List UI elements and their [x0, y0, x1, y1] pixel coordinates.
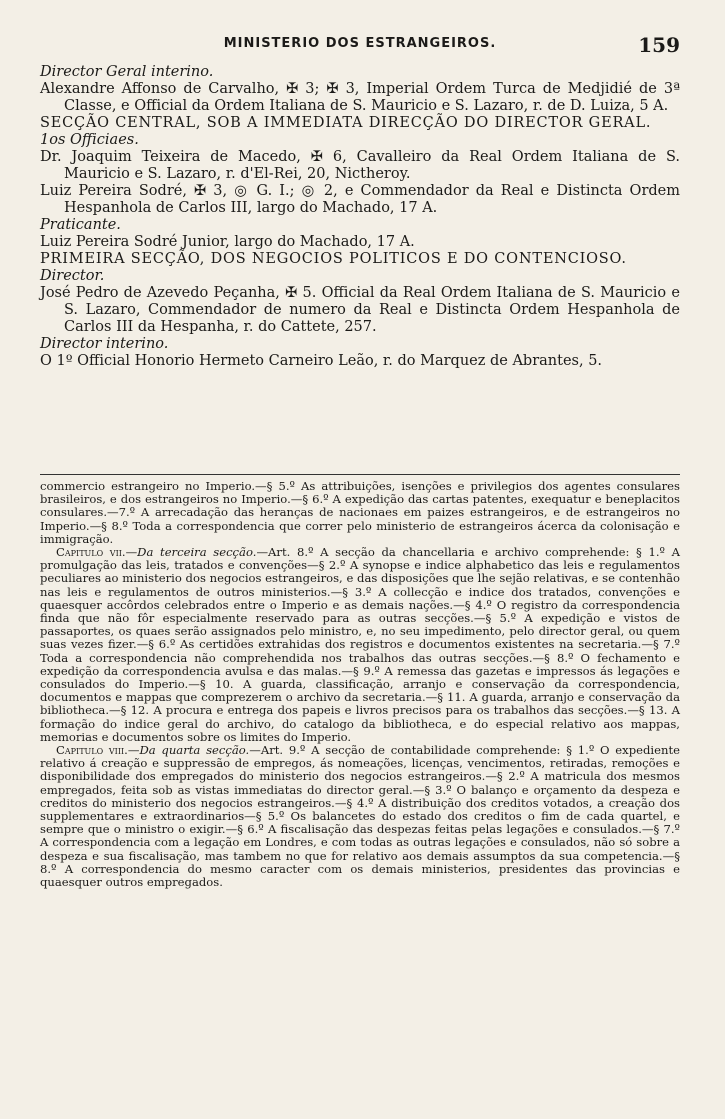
page-number: 159 — [638, 33, 680, 57]
primeira-secao-heading: PRIMEIRA SECÇÃO, DOS NEGOCIOS POLITICOS E DO CONTENCIOSO. — [40, 251, 627, 267]
director-entry: José Pedro de Azevedo Peçanha, ✠ 5. Official da Real Ordem Italiana de S. Mauricio e S. Lazaro, Commendador de numero da Real e Distincta Ordem Hespanhola de Carlos III da Hespanha, r. do Cattete, 257. — [40, 285, 680, 335]
official-entry: Luiz Pereira Sodré, ✠ 3, ◎ G. I.; ◎ 2, e Commendador da Real e Distincta Ordem Hespanhola de Carlos III, largo do Machado, 17 A. — [40, 183, 680, 216]
chapter-vii-paragraph: Capitulo vii.—Da terceira secção.—Art. 8.º A secção da chancellaria e archivo comprehende: § 1.º A promulgação das leis, tratados e convenções—§ 2.º A synopse e indice alphabetico das leis e regulamentos peculiares ao ministerio dos negocios estrangeiros, e das disposições que lhe sejão relativas, e se contenhão nas leis e regulamentos de outros ministerios.—§ 3.º A collecção e indice dos tratados, convenções e quaesquer accôrdos celebrados entre o Imperio e as demais nações.—§ 4.º O registro da correspondencia finda que não fôr especialmente reservado para as outras secções.—§ 5.º A expedição e vistos de passaportes, os quaes serão assignados pelo ministro, e, no seu impedimento, pelo director geral, ou quem suas vezes fizer.—§ 6.º As certidões extrahidas dos registros e documentos existentes na secretaria.—§ 7.º Toda a correspondencia não comprehendida nos trabalhos das outras secções.—§ 8.º O fechamento e expedição da correspondencia avulsa e das malas.—§ 9.º A remessa das gazetas e impressos ás legações e consulados do Imperio.—§ 10. A guarda, classificação, arranjo e conservação da correspondencia, documentos e mappas que comprezerem o archivo da secretaria.—§ 11. A guarda, arranjo e conservação da bibliotheca.—§ 12. A procura e entrega dos papeis e livros precisos para os trabalhos das secções.—§ 13. A formação do indice geral do archivo, do catalogo da bibliotheca, e do especial relativo aos mappas, memorias e documentos sobre os limites do Imperio. — [40, 545, 680, 744]
chapter-viii-text: —Art. 9.º A secção de contabilidade comprehende: § 1.º O expediente relativo á creação e suppressão de empregos, ás nomeações, licenças, vencimentos, retiradas, remoções e disponibilidade dos empregados do ministerio dos negocios estrangeiros.—§ 2.º A matricula dos mesmos empregados, feita sob as vistas immediatas do director geral.—§ 3.º O balanço e orçamento da despeza e creditos do ministerio dos negocios estrangeiros.—§ 4.º A distribuição dos creditos votados, a creação dos supplementares e extraordinarios—§ 5.º Os balancetes do estado dos creditos o fim de cada quartel, e sempre que o ministro o exigir.—§ 6.º A fiscalisação das despezas feitas pelas legações e consulados.—§ 7.º A correspondencia com a legação em Londres, e com todas as outras legações e consulados, não só sobre a despeza e sua fiscalisação, mas tambem no que for relativo aos demais assumptos da sua competencia.—§ 8.º A correspondencia do mesmo caracter com os demais ministerios, presidentes das provincias e quaesquer outros empregados. — [40, 743, 680, 890]
page-header — [40, 33, 680, 60]
running-title: MINISTERIO DOS ESTRANGEIROS. — [223, 36, 497, 51]
section-divider — [40, 474, 680, 475]
director-heading: Director. — [40, 268, 105, 284]
staff-directory — [40, 64, 680, 370]
paragraph-continuation: commercio estrangeiro no Imperio.—§ 5.º As attribuições, isenções e privilegios dos agentes consulares brasileiros, e dos estrangeiros no Imperio.—§ 6.º A expedição das cartas patentes, exequatur e beneplacitos consulares.—7.º A arrecadação das heranças de nacionaes em paizes estrangeiros, e de estrangeiros no Imperio.—§ 8.º Toda a correspondencia que correr pelo ministerio de estrangeiros ácerca da colonisação e immigração. — [40, 479, 680, 546]
chapter-vii-label: Capitulo vii. — [56, 545, 126, 560]
praticante-entry: Luiz Pereira Sodré Junior, largo do Machado, 17 A. — [40, 234, 415, 250]
chapter-vii-title: Da terceira secção. — [137, 545, 257, 560]
director-geral-heading: Director Geral interino. — [40, 64, 214, 80]
secao-central-heading: SECÇÃO CENTRAL, SOB A IMMEDIATA DIRECÇÃO DO DIRECTOR GERAL. — [40, 115, 652, 131]
officiaes-heading: 1os Officiaes. — [40, 132, 139, 148]
chapter-viii-paragraph: Capitulo viii.—Da quarta secção.—Art. 9.º A secção de contabilidade comprehende: § 1.º O expediente relativo á creação e suppressão de empregos, ás nomeações, licenças, vencimentos, retiradas, remoções e disponibilidade dos empregados do ministerio dos negocios estrangeiros.—§ 2.º A matricula dos mesmos empregados, feita sob as vistas immediatas do director geral.—§ 3.º O balanço e orçamento da despeza e creditos do ministerio dos negocios estrangeiros.—§ 4.º A distribuição dos creditos votados, a creação dos supplementares e extraordinarios—§ 5.º Os balancetes do estado dos creditos o fim de cada quartel, e sempre que o ministro o exigir.—§ 6.º A fiscalisação das despezas feitas pelas legações e consulados.—§ 7.º A correspondencia com a legação em Londres, e com todas as outras legações e consulados, não só sobre a despeza e sua fiscalisação, mas tambem no que for relativo aos demais assumptos da sua competencia.—§ 8.º A correspondencia do mesmo caracter com os demais ministerios, presidentes das provincias e quaesquer outros empregados. — [40, 743, 680, 890]
director-geral-entry: Alexandre Affonso de Carvalho, ✠ 3; ✠ 3, Imperial Ordem Turca de Medjidié de 3ª Classe, e Official da Ordem Italiana de S. Mauricio e S. Lazaro, r. de D. Luiza, 5 A. — [40, 81, 680, 114]
chapter-vii-text: —Art. 8.º A secção da chancellaria e archivo comprehende: § 1.º A promulgação das leis, tratados e convenções—§ 2.º A synopse e indice alphabetico das leis e regulamentos peculiares ao ministerio dos negocios estrangeiros, e das disposições que lhe sejão relativas, e se contenhão nas leis e regulamentos de outros ministerios.—§ 3.º A collecção e indice dos tratados, convenções e quaesquer accôrdos celebrados entre o Imperio e as demais nações.—§ 4.º O registro da correspondencia finda que não fôr especialmente reservado para as outras secções.—§ 5.º A expedição e vistos de passaportes, os quaes serão assignados pelo ministro, e, no seu impedimento, pelo director geral, ou quem suas vezes fizer.—§ 6.º As certidões extrahidas dos registros e documentos existentes na secretaria.—§ 7.º Toda a correspondencia não comprehendida nos trabalhos das outras secções.—§ 8.º O fechamento e expedição da correspondencia avulsa e das malas.—§ 9.º A remessa das gazetas e impressos ás legações e consulados do Imperio.—§ 10. A guarda, classificação, arranjo e conservação da correspondencia, documentos e mappas que comprezerem o archivo da secretaria.—§ 11. A guarda, arranjo e conservação da bibliotheca.—§ 12. A procura e entrega dos papeis e livros precisos para os trabalhos das secções.—§ 13. A formação do indice geral do archivo, do catalogo da bibliotheca, e do especial relativo aos mappas, memorias e documentos sobre os limites do Imperio. — [40, 545, 680, 744]
regulation-text — [40, 480, 680, 889]
chapter-viii-label: Capitulo viii. — [56, 743, 128, 758]
official-entry: Dr. Joaquim Teixeira de Macedo, ✠ 6, Cavalleiro da Real Ordem Italiana de S. Mauricio e S. Lazaro, r. d'El-Rei, 20, Nictheroy. — [40, 149, 680, 182]
chapter-viii-title: Da quarta secção. — [139, 743, 250, 758]
director-interino-heading: Director interino. — [40, 336, 169, 352]
director-interino-entry: O 1º Official Honorio Hermeto Carneiro Leão, r. do Marquez de Abrantes, 5. — [40, 353, 603, 369]
praticante-heading: Praticante. — [40, 217, 121, 233]
